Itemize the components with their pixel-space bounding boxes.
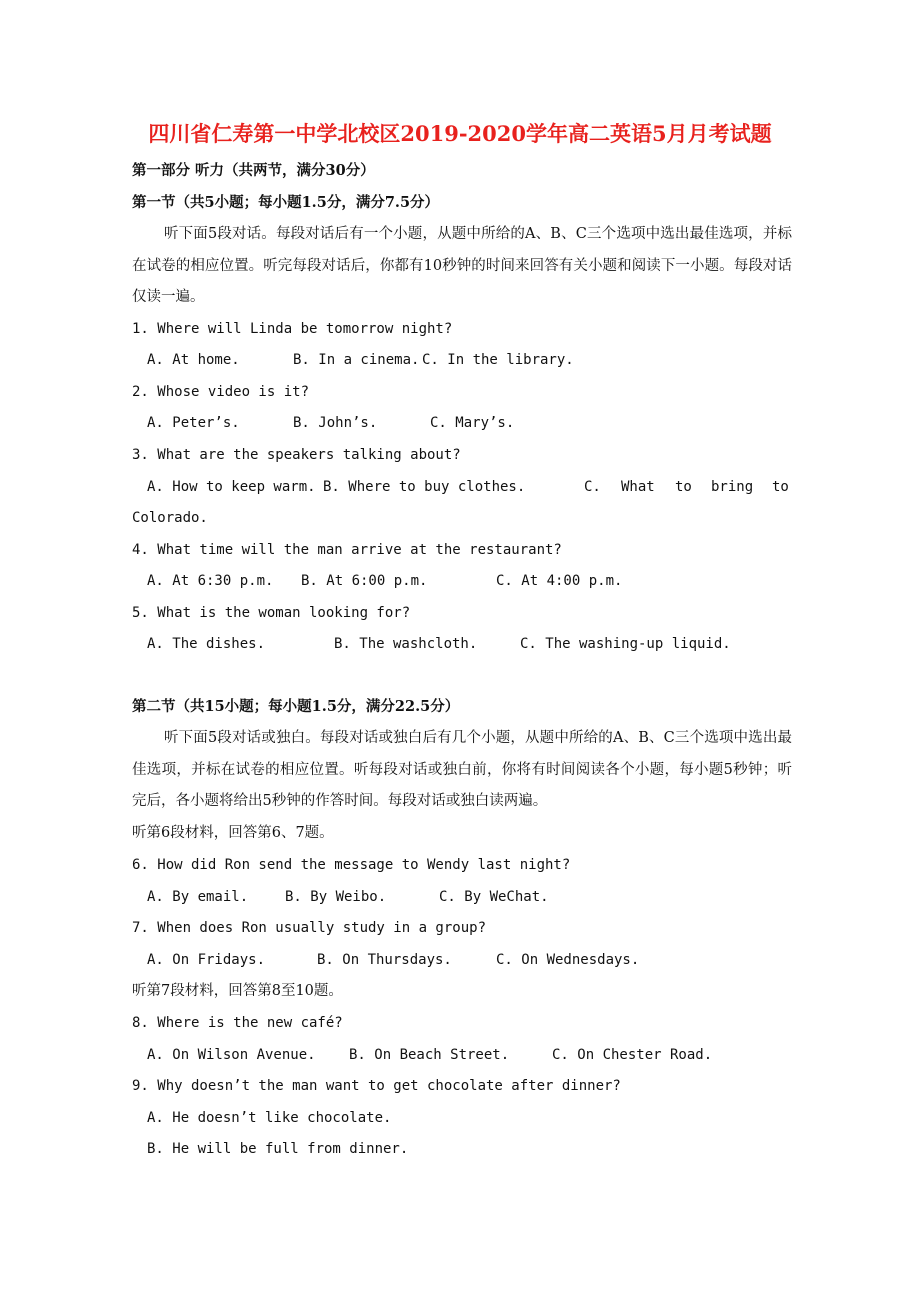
q1-option-c: C. In the library. [422, 352, 574, 368]
q5-stem: 5. What is the woman looking for? [132, 605, 411, 621]
q7-option-a: A. On Fridays. [147, 952, 266, 968]
q8-option-c: C. On Chester Road. [552, 1047, 713, 1063]
q3-option-c-label: C. [584, 479, 601, 495]
q9-stem: 9. Why doesn’t the man want to get chocolate after dinner? [132, 1078, 621, 1094]
q6-stem: 6. How did Ron send the message to Wendy last night? [132, 857, 571, 873]
q2-stem: 2. Whose video is it? [132, 384, 310, 400]
section1-heading: 第一节（共5小题；每小题1.5分，满分7.5分） [132, 194, 440, 211]
material-6-note: 听第6段材料，回答第6、7题。 [132, 825, 334, 841]
material-7-note: 听第7段材料，回答第8至10题。 [132, 983, 343, 999]
q9-option-b: B. He will be full from dinner. [147, 1141, 409, 1157]
q8-option-b: B. On Beach Street. [349, 1047, 510, 1063]
q7-option-c: C. On Wednesdays. [496, 952, 640, 968]
q5-option-c: C. The washing-up liquid. [520, 636, 731, 652]
q4-option-b: B. At 6:00 p.m. [301, 573, 428, 589]
q4-option-a: A. At 6:30 p.m. [147, 573, 274, 589]
q3-option-c-word: to [675, 479, 692, 495]
q6-option-a: A. By email. [147, 889, 249, 905]
q3-option-c-word: to [772, 479, 789, 495]
part1-heading: 第一部分 听力（共两节，满分30分） [132, 162, 375, 179]
q5-option-b: B. The washcloth. [334, 636, 478, 652]
q3-stem: 3. What are the speakers talking about? [132, 447, 461, 463]
q3-option-c-word: bring [711, 479, 754, 495]
q8-option-a: A. On Wilson Avenue. [147, 1047, 316, 1063]
q3-option-a: A. How to keep warm. [147, 479, 316, 495]
q2-option-c: C. Mary’s. [430, 415, 515, 431]
q1-option-a: A. At home. [147, 352, 240, 368]
q3-option-c-continued: Colorado. [132, 510, 208, 526]
q1-stem: 1. Where will Linda be tomorrow night? [132, 321, 453, 337]
q9-option-a: A. He doesn’t like chocolate. [147, 1110, 392, 1126]
q4-stem: 4. What time will the man arrive at the restaurant? [132, 542, 562, 558]
q5-option-a: A. The dishes. [147, 636, 266, 652]
q1-option-b: B. In a cinema. [293, 352, 420, 368]
section2-heading: 第二节（共15小题；每小题1.5分，满分22.5分） [132, 698, 460, 715]
q2-option-b: B. John’s. [293, 415, 378, 431]
section2-instructions: 听下面5段对话或独白。每段对话或独白后有几个小题，从题中所给的A、B、C三个选项中选出最佳选项，并标在试卷的相应位置。听每段对话或独白前，你将有时间阅读各个小题，每小题5秒钟；听完后，各小题将给出5秒钟的作答时间。每段对话或独白读两遍。 [132, 730, 792, 809]
q6-option-c: C. By WeChat. [439, 889, 549, 905]
q3-option-b: B. Where to buy clothes. [323, 479, 526, 495]
q8-stem: 8. Where is the new café? [132, 1015, 343, 1031]
page-title: 四川省仁寿第一中学北校区2019-2020学年高二英语5月月考试题 [148, 121, 772, 146]
q7-stem: 7. When does Ron usually study in a group? [132, 920, 487, 936]
section1-instructions: 听下面5段对话。每段对话后有一个小题，从题中所给的A、B、C三个选项中选出最佳选项，并标在试卷的相应位置。听完每段对话后，你都有10秒钟的时间来回答有关小题和阅读下一小题。每段对话仅读一遍。 [132, 226, 792, 305]
q4-option-c: C. At 4:00 p.m. [496, 573, 623, 589]
q2-option-a: A. Peter’s. [147, 415, 240, 431]
q7-option-b: B. On Thursdays. [317, 952, 452, 968]
q3-option-c-word: What [621, 479, 655, 495]
q6-option-b: B. By Weibo. [285, 889, 387, 905]
